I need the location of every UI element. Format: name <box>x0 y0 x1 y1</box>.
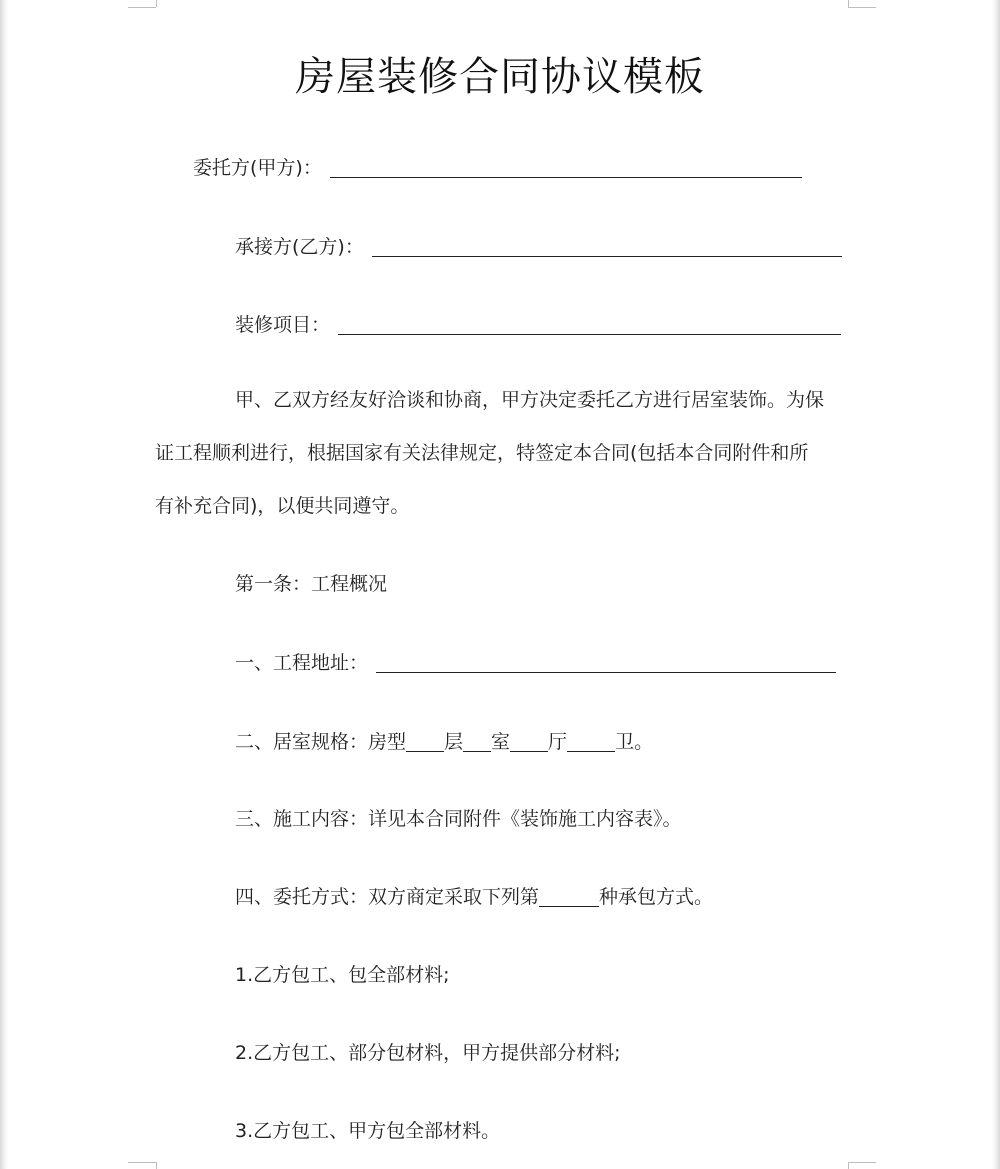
contract-mode-prefix: 四、委托方式：双方商定采取下列第 <box>235 886 540 908</box>
contractor-field <box>235 232 842 259</box>
address-blank[interactable] <box>376 651 836 673</box>
room-spec-line <box>235 727 653 754</box>
address-label: 一、工程地址： <box>235 652 369 674</box>
client-blank[interactable] <box>330 156 802 178</box>
option-1: 1.乙方包工、包全部材料; <box>235 964 450 986</box>
contract-mode-suffix: 种承包方式。 <box>599 886 714 908</box>
room-spec-prefix: 二、居室规格：房型 <box>235 731 407 753</box>
address-field <box>235 648 836 675</box>
crop-mark-top-right-vertical <box>848 0 849 7</box>
project-field <box>235 310 841 337</box>
hall-label: 厅 <box>548 731 568 753</box>
intro-line-3: 有补充合同)，以便共同遵守。 <box>155 495 410 517</box>
crop-mark-bottom-left-vertical <box>156 1162 157 1169</box>
client-field <box>193 153 802 180</box>
project-blank[interactable] <box>338 313 841 335</box>
crop-mark-bottom-right-vertical <box>848 1162 849 1169</box>
bath-count-blank[interactable] <box>567 730 615 752</box>
contractor-blank[interactable] <box>372 235 842 257</box>
option-3: 3.乙方包工、甲方包全部材料。 <box>235 1120 501 1142</box>
contractor-label: 承接方(乙方)： <box>235 236 364 258</box>
room-count-blank[interactable] <box>463 730 491 752</box>
page-right-shadow <box>992 0 1000 1169</box>
article-1-heading: 第一条：工程概况 <box>235 573 388 595</box>
contract-mode-blank[interactable] <box>539 885 599 907</box>
crop-mark-top-left <box>128 0 156 8</box>
crop-mark-top-right <box>848 0 876 8</box>
contract-mode-line <box>235 882 713 909</box>
room-type-blank[interactable] <box>406 730 444 752</box>
floor-label: 层 <box>444 731 464 753</box>
page-left-shadow <box>0 0 8 1169</box>
hall-count-blank[interactable] <box>510 730 548 752</box>
bath-label: 卫。 <box>615 731 654 753</box>
client-label: 委托方(甲方)： <box>193 157 322 179</box>
crop-mark-bottom-right <box>848 1162 876 1169</box>
construction-content: 三、施工内容：详见本合同附件《装饰施工内容表》。 <box>235 808 682 830</box>
crop-mark-top-left-vertical <box>156 0 157 7</box>
document-title: 房屋装修合同协议模板 <box>295 54 705 100</box>
room-label: 室 <box>491 731 511 753</box>
intro-line-1: 甲、乙双方经友好洽谈和协商，甲方决定委托乙方进行居室装饰。为保 <box>235 389 825 411</box>
project-label: 装修项目： <box>235 314 331 336</box>
crop-mark-bottom-left <box>128 1162 156 1169</box>
intro-line-2: 证工程顺利进行，根据国家有关法律规定，特签定本合同(包括本合同附件和所 <box>155 442 809 464</box>
option-2: 2.乙方包工、部分包材料，甲方提供部分材料; <box>235 1042 621 1064</box>
